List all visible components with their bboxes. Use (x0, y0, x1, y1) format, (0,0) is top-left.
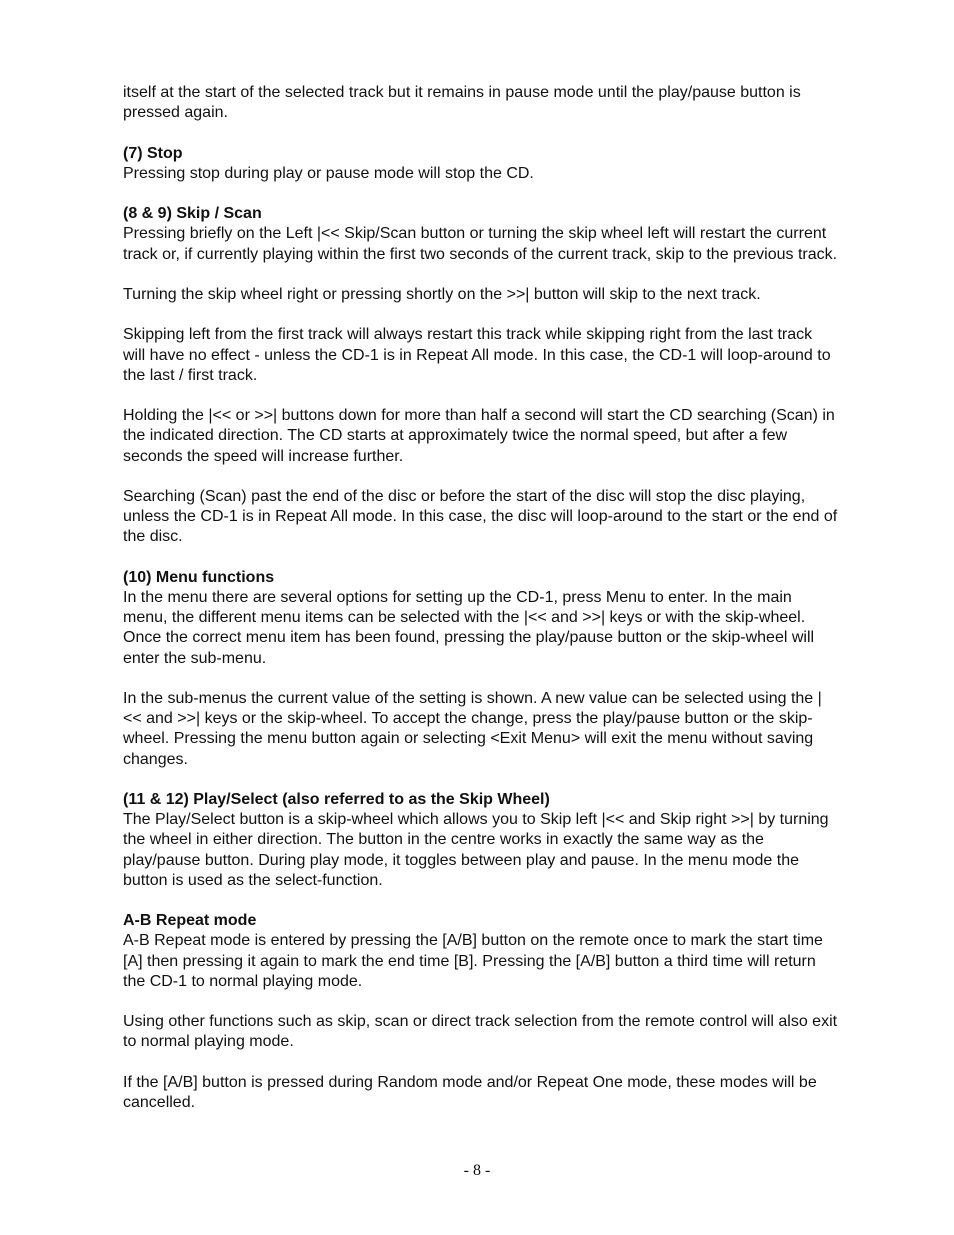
paragraph-text: Using other functions such as skip, scan or direct track selection from the remote control will also exit to normal playing mode. (123, 1013, 838, 1051)
paragraph-ab-cancel (123, 1073, 838, 1113)
section-heading-menu-functions: (10) Menu functions (123, 568, 275, 586)
paragraph-text: In the menu there are several options for setting up the CD-1, press Menu to enter. In the main menu, the different menu items can be selected with the |<< and >>| keys or with the skip-wheel. Once the correct menu item has been found, pressing the play/pause button or the skip-wheel will enter the sub-menu. (123, 588, 815, 667)
paragraph-text: Holding the |<< or >>| buttons down for more than half a second will start the CD searching (Scan) in the indicated direction. The CD starts at approximately twice the normal speed, but after a few seconds the speed will increase further. (123, 407, 835, 465)
section-play-select (123, 790, 838, 891)
paragraph-sub-menus (123, 689, 838, 770)
section-heading-play-select: (11 & 12) Play/Select (also referred to as the Skip Wheel) (123, 790, 550, 808)
paragraph-skip-boundaries (123, 325, 838, 386)
section-heading-stop: (7) Stop (123, 144, 183, 162)
paragraph-text: If the [A/B] button is pressed during Random mode and/or Repeat One mode, these modes will be cancelled. (123, 1073, 817, 1111)
section-ab-repeat (123, 911, 838, 992)
section-skip-scan (123, 204, 838, 265)
section-heading-ab-repeat: A-B Repeat mode (123, 912, 257, 930)
page-number: - 8 - (463, 1162, 491, 1179)
paragraph-scan-end (123, 487, 838, 548)
paragraph-pause-continuation (123, 83, 838, 123)
paragraph-other-functions (123, 1012, 838, 1052)
document-body (123, 83, 838, 1133)
paragraph-skip-right (123, 285, 838, 305)
paragraph-text: Pressing stop during play or pause mode will stop the CD. (123, 164, 534, 182)
paragraph-text: A-B Repeat mode is entered by pressing the [A/B] button on the remote once to mark the start time [A] then pressing it again to mark the end time [B]. Pressing the [A/B] button a third time will return the CD-1 to normal playing mode. (123, 932, 823, 990)
paragraph-text: In the sub-menus the current value of the setting is shown. A new value can be selected using the |<< and >>| keys or the skip-wheel. To accept the change, press the play/pause button or the skip-wheel. Pressing the menu button again or selecting <Exit Menu> will exit the menu without saving changes. (123, 689, 822, 768)
paragraph-text: Searching (Scan) past the end of the disc or before the start of the disc will stop the disc playing, unless the CD-1 is in Repeat All mode. In this case, the disc will loop-around to the start or the end of the disc. (123, 487, 838, 546)
section-menu-functions (123, 568, 838, 669)
paragraph-text: Pressing briefly on the Left |<< Skip/Scan button or turning the skip wheel left will restart the current track or, if currently playing within the first two seconds of the current track, skip to the previous track. (123, 225, 838, 263)
paragraph-text: itself at the start of the selected track but it remains in pause mode until the play/pause button is pressed again. (123, 84, 801, 122)
paragraph-text: Skipping left from the first track will always restart this track while skipping right from the last track will have no effect - unless the CD-1 is in Repeat All mode. In this case, the CD-1 will loop-around to the last / first track. (123, 326, 831, 384)
section-stop (123, 144, 838, 184)
paragraph-text: The Play/Select button is a skip-wheel which allows you to Skip left |<< and Skip right >>| by turning the wheel in either direction. The button in the centre works in exactly the same way as the play/pause button. During play mode, it toggles between play and pause. In the menu mode the button is used as the select-function. (123, 811, 829, 889)
paragraph-scan-hold (123, 406, 838, 467)
paragraph-text: Turning the skip wheel right or pressing shortly on the >>| button will skip to the next track. (123, 285, 761, 303)
section-heading-skip-scan: (8 & 9) Skip / Scan (123, 205, 262, 223)
